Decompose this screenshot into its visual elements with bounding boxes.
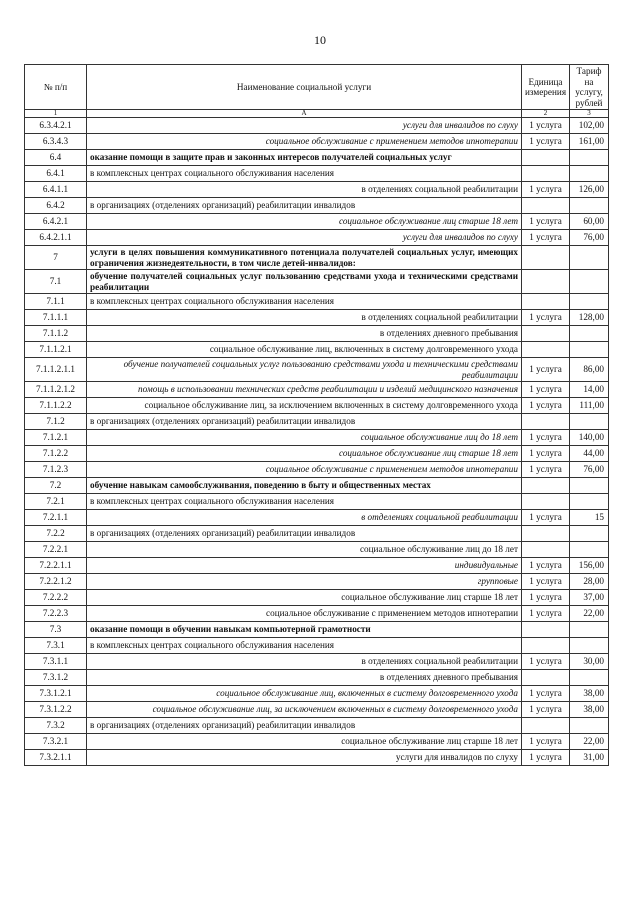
row-number: 6.4.2	[25, 198, 87, 214]
row-number: 7	[25, 246, 87, 270]
row-number: 7.3.1.1	[25, 654, 87, 670]
table-row	[25, 702, 609, 718]
row-service-name: социальное обслуживание лиц, за исключением включенных в систему долговременного ухода	[87, 398, 522, 414]
row-unit: 1 услуга	[522, 606, 570, 622]
table-row	[25, 134, 609, 150]
row-unit: 1 услуга	[522, 558, 570, 574]
table-row	[25, 310, 609, 326]
row-number: 7.1.1.2	[25, 326, 87, 342]
table-row	[25, 198, 609, 214]
table-row	[25, 670, 609, 686]
table-header-row	[25, 65, 609, 110]
row-unit: 1 услуга	[522, 134, 570, 150]
table-row	[25, 558, 609, 574]
row-unit	[522, 246, 570, 270]
row-number: 7.1.2.3	[25, 462, 87, 478]
row-number: 7.3.1.2.1	[25, 686, 87, 702]
row-number: 7.1.1.1	[25, 310, 87, 326]
row-number: 7.2.1.1	[25, 510, 87, 526]
row-unit: 1 услуга	[522, 430, 570, 446]
row-unit	[522, 670, 570, 686]
row-unit	[522, 526, 570, 542]
row-unit: 1 услуга	[522, 230, 570, 246]
row-unit	[522, 342, 570, 358]
table-row	[25, 686, 609, 702]
row-number: 7.1.1.2.1	[25, 342, 87, 358]
table-row	[25, 382, 609, 398]
row-tariff: 76,00	[570, 230, 609, 246]
row-number: 7.2.2.1.1	[25, 558, 87, 574]
row-service-name: в отделениях социальной реабилитации	[87, 510, 522, 526]
row-service-name: социальное обслуживание лиц старше 18 лет	[87, 734, 522, 750]
row-number: 7.1.2.1	[25, 430, 87, 446]
row-service-name: услуги для инвалидов по слуху	[87, 750, 522, 766]
table-row	[25, 526, 609, 542]
row-unit: 1 услуга	[522, 382, 570, 398]
table-row	[25, 510, 609, 526]
row-service-name: в отделениях социальной реабилитации	[87, 654, 522, 670]
row-tariff	[570, 718, 609, 734]
row-number: 7.3.1	[25, 638, 87, 654]
row-number: 7.1.2	[25, 414, 87, 430]
row-unit: 1 услуга	[522, 446, 570, 462]
row-number: 6.4.2.1.1	[25, 230, 87, 246]
row-tariff	[570, 494, 609, 510]
row-tariff	[570, 670, 609, 686]
row-number: 7.3.1.2	[25, 670, 87, 686]
row-service-name: услуги для инвалидов по слуху	[87, 118, 522, 134]
row-tariff	[570, 638, 609, 654]
row-service-name: помощь в использовании технических средств реабилитации и изделий медицинского назначения	[87, 382, 522, 398]
table-row	[25, 494, 609, 510]
table-row	[25, 590, 609, 606]
row-service-name: оказание помощи в обучении навыкам компьютерной грамотности	[87, 622, 522, 638]
row-service-name: в комплексных центрах социального обслуживания населения	[87, 166, 522, 182]
row-service-name: социальное обслуживание с применением методов ипнотерапии	[87, 462, 522, 478]
row-number: 7.1.1	[25, 294, 87, 310]
row-unit	[522, 622, 570, 638]
row-unit	[522, 150, 570, 166]
table-row	[25, 230, 609, 246]
header-unit: Единица измерения	[522, 65, 570, 110]
row-tariff: 14,00	[570, 382, 609, 398]
table-row	[25, 462, 609, 478]
index-cell: 1	[25, 110, 87, 118]
row-unit	[522, 478, 570, 494]
row-tariff	[570, 270, 609, 294]
row-number: 6.4.2.1	[25, 214, 87, 230]
row-number: 7.2.2	[25, 526, 87, 542]
row-tariff: 86,00	[570, 358, 609, 382]
row-unit	[522, 166, 570, 182]
row-service-name: в организациях (отделениях организаций) реабилитации инвалидов	[87, 526, 522, 542]
row-service-name: социальное обслуживание лиц, включенных в систему долговременного ухода	[87, 686, 522, 702]
row-unit	[522, 494, 570, 510]
table-row	[25, 214, 609, 230]
row-number: 7.3.2	[25, 718, 87, 734]
table-row	[25, 166, 609, 182]
row-tariff: 37,00	[570, 590, 609, 606]
row-tariff: 156,00	[570, 558, 609, 574]
row-unit: 1 услуга	[522, 734, 570, 750]
row-unit: 1 услуга	[522, 182, 570, 198]
row-number: 7.2.2.2	[25, 590, 87, 606]
row-service-name: социальное обслуживание лиц старше 18 лет	[87, 590, 522, 606]
row-number: 7.1.2.2	[25, 446, 87, 462]
row-number: 7.3.2.1.1	[25, 750, 87, 766]
table-row	[25, 118, 609, 134]
row-unit	[522, 718, 570, 734]
row-unit: 1 услуга	[522, 574, 570, 590]
row-unit: 1 услуга	[522, 462, 570, 478]
row-service-name: в организациях (отделениях организаций) реабилитации инвалидов	[87, 198, 522, 214]
row-service-name: в отделениях дневного пребывания	[87, 670, 522, 686]
row-tariff	[570, 414, 609, 430]
table-row	[25, 638, 609, 654]
row-unit	[522, 326, 570, 342]
column-index-row	[25, 110, 609, 118]
table-row	[25, 246, 609, 270]
row-tariff: 128,00	[570, 310, 609, 326]
row-number: 6.4.1	[25, 166, 87, 182]
row-number: 7.1.1.2.1.1	[25, 358, 87, 382]
row-number: 7.1.1.2.1.2	[25, 382, 87, 398]
index-cell: 3	[570, 110, 609, 118]
row-service-name: в комплексных центрах социального обслуживания населения	[87, 294, 522, 310]
row-tariff: 44,00	[570, 446, 609, 462]
row-tariff: 22,00	[570, 734, 609, 750]
table-row	[25, 750, 609, 766]
row-unit: 1 услуга	[522, 654, 570, 670]
row-unit: 1 услуга	[522, 750, 570, 766]
table-row	[25, 430, 609, 446]
table-row	[25, 542, 609, 558]
table-row	[25, 718, 609, 734]
row-number: 7.2.1	[25, 494, 87, 510]
row-tariff	[570, 542, 609, 558]
row-service-name: в организациях (отделениях организаций) реабилитации инвалидов	[87, 718, 522, 734]
index-cell: А	[87, 110, 522, 118]
table-row	[25, 622, 609, 638]
row-number: 7.1.1.2.2	[25, 398, 87, 414]
row-service-name: социальное обслуживание лиц старше 18 лет	[87, 446, 522, 462]
row-service-name: социальное обслуживание лиц старше 18 лет	[87, 214, 522, 230]
table-row	[25, 182, 609, 198]
row-number: 7.2.2.3	[25, 606, 87, 622]
row-unit	[522, 294, 570, 310]
page-number: 10	[314, 33, 326, 47]
row-service-name: услуги в целях повышения коммуникативного потенциала получателей социальных услуг, имеющих ограничения жизнедеятельности, в том числе детей-инвалидов:	[87, 246, 522, 270]
row-service-name: социальное обслуживание лиц, включенных в систему долговременного ухода	[87, 342, 522, 358]
row-tariff: 38,00	[570, 702, 609, 718]
header-service-name: Наименование социальной услуги	[87, 65, 522, 110]
row-tariff	[570, 294, 609, 310]
row-unit	[522, 414, 570, 430]
row-number: 7.1	[25, 270, 87, 294]
row-service-name: социальное обслуживание с применением методов ипнотерапии	[87, 134, 522, 150]
row-tariff: 31,00	[570, 750, 609, 766]
row-tariff: 30,00	[570, 654, 609, 670]
row-tariff	[570, 478, 609, 494]
row-number: 6.3.4.2.1	[25, 118, 87, 134]
row-tariff	[570, 198, 609, 214]
table-row	[25, 414, 609, 430]
row-service-name: социальное обслуживание лиц до 18 лет	[87, 430, 522, 446]
row-tariff	[570, 526, 609, 542]
row-service-name: социальное обслуживание лиц, за исключением включенных в систему долговременного ухода	[87, 702, 522, 718]
row-tariff: 60,00	[570, 214, 609, 230]
row-service-name: в отделениях дневного пребывания	[87, 326, 522, 342]
row-number: 7.3.2.1	[25, 734, 87, 750]
row-tariff	[570, 342, 609, 358]
row-unit	[522, 198, 570, 214]
row-tariff: 126,00	[570, 182, 609, 198]
row-number: 6.4.1.1	[25, 182, 87, 198]
row-tariff	[570, 166, 609, 182]
row-unit: 1 услуга	[522, 398, 570, 414]
services-tariff-table	[24, 64, 609, 766]
row-tariff: 28,00	[570, 574, 609, 590]
row-tariff: 15	[570, 510, 609, 526]
row-service-name: услуги для инвалидов по слуху	[87, 230, 522, 246]
table-row	[25, 446, 609, 462]
row-service-name: в комплексных центрах социального обслуживания населения	[87, 638, 522, 654]
table-row	[25, 734, 609, 750]
table-row	[25, 398, 609, 414]
row-tariff	[570, 622, 609, 638]
row-service-name: в организациях (отделениях организаций) реабилитации инвалидов	[87, 414, 522, 430]
row-service-name: в отделениях социальной реабилитации	[87, 182, 522, 198]
row-number: 7.2.2.1.2	[25, 574, 87, 590]
row-number: 7.2	[25, 478, 87, 494]
row-tariff: 111,00	[570, 398, 609, 414]
row-unit: 1 услуга	[522, 590, 570, 606]
table-row	[25, 342, 609, 358]
table-row	[25, 478, 609, 494]
table-row	[25, 654, 609, 670]
row-service-name: групповые	[87, 574, 522, 590]
row-tariff: 22,00	[570, 606, 609, 622]
table-row	[25, 358, 609, 382]
row-number: 6.4	[25, 150, 87, 166]
row-unit	[522, 542, 570, 558]
row-number: 7.3.1.2.2	[25, 702, 87, 718]
row-unit	[522, 270, 570, 294]
row-service-name: в отделениях социальной реабилитации	[87, 310, 522, 326]
row-unit: 1 услуга	[522, 702, 570, 718]
row-unit: 1 услуга	[522, 358, 570, 382]
row-tariff	[570, 246, 609, 270]
row-service-name: социальное обслуживание лиц до 18 лет	[87, 542, 522, 558]
row-unit: 1 услуга	[522, 510, 570, 526]
row-service-name: оказание помощи в защите прав и законных интересов получателей социальных услуг	[87, 150, 522, 166]
row-unit	[522, 638, 570, 654]
row-number: 7.3	[25, 622, 87, 638]
row-number: 6.3.4.3	[25, 134, 87, 150]
row-service-name: индивидуальные	[87, 558, 522, 574]
header-tariff: Тариф на услугу, рублей	[570, 65, 609, 110]
row-tariff: 102,00	[570, 118, 609, 134]
row-service-name: социальное обслуживание с применением методов ипнотерапии	[87, 606, 522, 622]
table-row	[25, 574, 609, 590]
row-tariff: 140,00	[570, 430, 609, 446]
row-tariff	[570, 326, 609, 342]
row-unit: 1 услуга	[522, 686, 570, 702]
row-service-name: обучение получателей социальных услуг пользованию средствами ухода и техническими средствами реабилитации	[87, 270, 522, 294]
row-unit: 1 услуга	[522, 310, 570, 326]
table-row	[25, 606, 609, 622]
header-number: № п/п	[25, 65, 87, 110]
index-cell: 2	[522, 110, 570, 118]
row-unit: 1 услуга	[522, 214, 570, 230]
table-row	[25, 294, 609, 310]
row-service-name: в комплексных центрах социального обслуживания населения	[87, 494, 522, 510]
row-tariff: 38,00	[570, 686, 609, 702]
row-number: 7.2.2.1	[25, 542, 87, 558]
table-row	[25, 150, 609, 166]
row-service-name: обучение навыкам самообслуживания, поведению в быту и общественных местах	[87, 478, 522, 494]
row-tariff	[570, 150, 609, 166]
table-row	[25, 326, 609, 342]
row-service-name: обучение получателей социальных услуг пользованию средствами ухода и техническими средствами реабилитации	[87, 358, 522, 382]
row-tariff: 161,00	[570, 134, 609, 150]
table-row	[25, 270, 609, 294]
row-tariff: 76,00	[570, 462, 609, 478]
row-unit: 1 услуга	[522, 118, 570, 134]
